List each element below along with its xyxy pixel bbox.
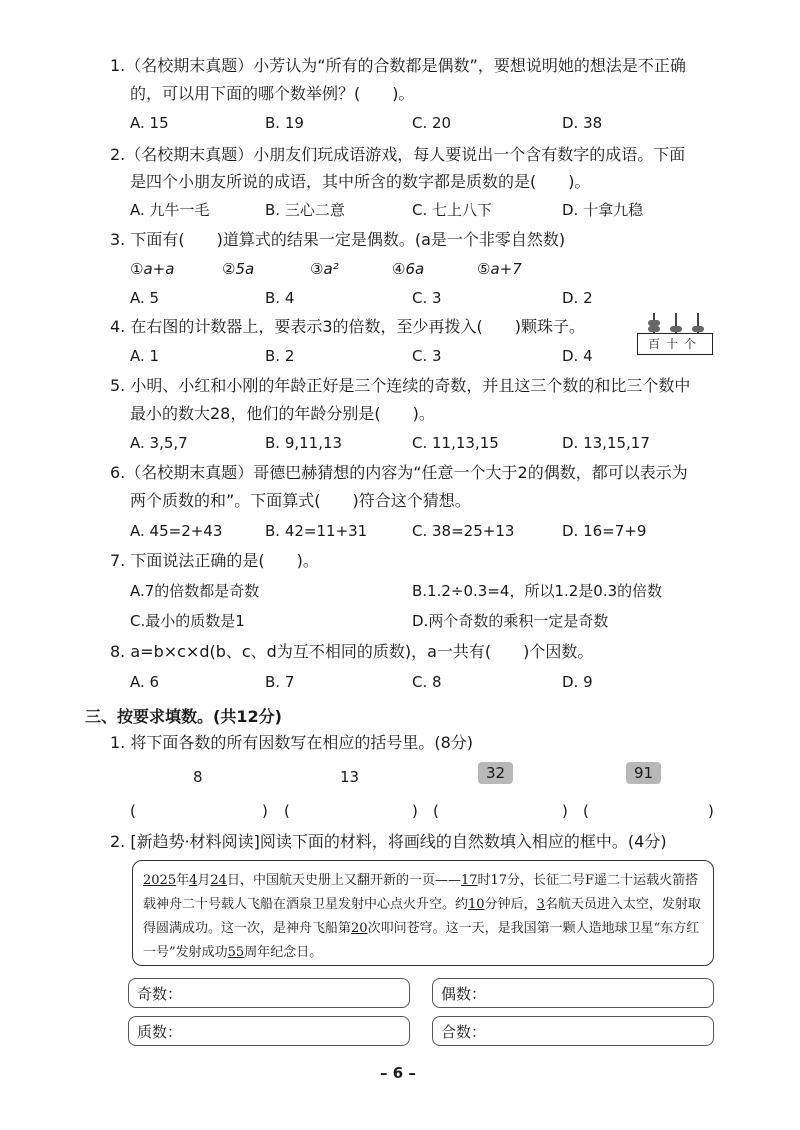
q3-option-c: C. 3 (412, 289, 442, 307)
underlined-number: 24 (210, 873, 227, 888)
q3-line1: 3. 下面有( )道算式的结果一定是偶数。(a是一个非零自然数) (110, 230, 566, 249)
abacus-figure (635, 313, 715, 353)
reading-segment: 日，中国航天史册上又翻开新的一页—— (226, 873, 461, 888)
prime-box[interactable] (128, 1016, 410, 1046)
answer-paren-13-close: ) (412, 802, 418, 820)
underlined-number: 20 (351, 921, 368, 936)
q3-expr-5: ⑤a+7 (477, 260, 522, 278)
q6-line1: 6.（名校期末真题）哥德巴赫猜想的内容为“任意一个大于2的偶数，都可以表示为 (110, 463, 688, 482)
q3-option-a: A. 5 (130, 289, 160, 307)
q3-expr-3: ③a² (310, 260, 339, 278)
q5-option-b: B. 9,11,13 (265, 434, 343, 452)
q4-option-a: A. 1 (130, 347, 160, 365)
q6-option-b: B. 42=11+31 (265, 522, 368, 540)
q8-line1: 8. a=b×c×d(b、c、d为互不相同的质数)，a一共有( )个因数。 (110, 642, 594, 661)
q3-expr-4: ④6a (392, 260, 425, 278)
abacus-label: 百十个 (637, 333, 713, 355)
q1-option-d: D. 38 (562, 114, 603, 132)
answer-paren-91-close: ) (708, 802, 714, 820)
reading-text (143, 869, 703, 965)
q6-option-a: A. 45=2+43 (130, 522, 223, 540)
q7-option-b: B.1.2÷0.3=4，所以1.2是0.3的倍数 (412, 582, 663, 600)
answer-paren-32[interactable]: ( (433, 802, 439, 820)
q2-option-c: C. 七上八下 (412, 201, 493, 219)
q5-option-a: A. 3,5,7 (130, 434, 188, 452)
reading-passage (132, 860, 714, 966)
underlined-number: 2025 (143, 873, 177, 888)
reading-segment: 年 (176, 873, 190, 888)
page-number: – 6 – (380, 1064, 416, 1082)
q3-expr-2: ②5a (222, 260, 255, 278)
answer-paren-13[interactable]: ( (284, 802, 290, 820)
q5-option-c: C. 11,13,15 (412, 434, 499, 452)
q4-option-c: C. 3 (412, 347, 442, 365)
even-box-label: 偶数： (441, 985, 487, 1003)
underlined-number: 4 (189, 873, 198, 888)
reading-segment: 名航天员进入太空，发射取得圆满成功。这一次，是神舟飞船第 (143, 897, 701, 936)
s3-number-8: 8 (193, 768, 203, 786)
reading-segment: 次叩问苍穹。这一天，是我国第一颗人造地球卫星“东方红一号”发射成功 (143, 921, 700, 960)
s3-number-91: 91 (626, 762, 661, 784)
q2-option-a: A. 九牛一毛 (130, 201, 210, 219)
q8-option-d: D. 9 (562, 673, 593, 691)
q3-option-b: B. 4 (265, 289, 295, 307)
q7-line1: 7. 下面说法正确的是( )。 (110, 551, 319, 570)
composite-box-label: 合数： (441, 1023, 487, 1041)
q2-option-d: D. 十拿九稳 (562, 201, 644, 219)
q8-option-a: A. 6 (130, 673, 160, 691)
q2-line1: 2.（名校期末真题）小朋友们玩成语游戏，每人要说出一个含有数字的成语。下面 (110, 145, 686, 164)
q7-option-d: D.两个奇数的乘积一定是奇数 (412, 612, 609, 630)
composite-box[interactable] (432, 1016, 714, 1046)
q1-line1: 1.（名校期末真题）小芳认为“所有的合数都是偶数”，要想说明她的想法是不正确 (110, 56, 686, 75)
reading-segment: 分钟后， (484, 897, 537, 912)
q4-option-d: D. 4 (562, 347, 593, 365)
answer-paren-91[interactable]: ( (583, 802, 589, 820)
reading-segment: 月 (197, 873, 211, 888)
q6-line2: 两个质数的和”。下面算式( )符合这个猜想。 (130, 491, 471, 510)
q6-option-d: D. 16=7+9 (562, 522, 647, 540)
answer-paren-32-close: ) (562, 802, 568, 820)
section-3-title: 三、按要求填数。(共12分) (85, 707, 282, 726)
s3-number-13: 13 (340, 768, 360, 786)
s3-q2-line1: 2. [新趋势·材料阅读]阅读下面的材料，将画线的自然数填入相应的框中。(4分) (110, 832, 667, 851)
q3-expr-1: ①a+a (130, 260, 175, 278)
q8-option-c: C. 8 (412, 673, 442, 691)
odd-box[interactable] (128, 978, 410, 1008)
answer-paren-8-close: ) (262, 802, 268, 820)
prime-box-label: 质数： (137, 1023, 183, 1041)
underlined-number: 55 (227, 945, 245, 960)
q4-line1: 4. 在右图的计数器上，要表示3的倍数，至少再拨入( )颗珠子。 (110, 317, 586, 336)
q7-option-c: C.最小的质数是1 (130, 612, 245, 630)
reading-segment: 周年纪念日。 (244, 945, 323, 960)
underlined-number: 3 (536, 897, 545, 912)
even-box[interactable] (432, 978, 714, 1008)
q5-option-d: D. 13,15,17 (562, 434, 650, 452)
q6-option-c: C. 38=25+13 (412, 522, 515, 540)
q7-option-a: A.7的倍数都是奇数 (130, 582, 260, 600)
q5-line2: 最小的数大28，他们的年龄分别是( )。 (130, 404, 435, 423)
odd-box-label: 奇数： (137, 985, 183, 1003)
q1-option-b: B. 19 (265, 114, 304, 132)
underlined-number: 17 (460, 873, 478, 888)
q1-option-c: C. 20 (412, 114, 452, 132)
q3-option-d: D. 2 (562, 289, 593, 307)
q8-option-b: B. 7 (265, 673, 295, 691)
q1-option-a: A. 15 (130, 114, 169, 132)
q2-option-b: B. 三心二意 (265, 201, 345, 219)
answer-paren-8[interactable]: ( (130, 802, 136, 820)
q5-line1: 5. 小明、小红和小刚的年龄正好是三个连续的奇数，并且这三个数的和比三个数中 (110, 376, 691, 395)
reading-segment: 时17分，长征二号F遥二十运载火箭搭载神舟二十号载人飞船在酒泉卫星发射中心点火升空。约 (143, 873, 699, 912)
underlined-number: 10 (468, 897, 485, 912)
q2-line2: 是四个小朋友所说的成语，其中所含的数字都是质数的是( )。 (130, 172, 591, 191)
s3-q1-line1: 1. 将下面各数的所有因数写在相应的括号里。(8分) (110, 733, 474, 752)
s3-number-32: 32 (478, 762, 513, 784)
q1-line2: 的，可以用下面的哪个数举例？( )。 (130, 84, 415, 103)
q4-option-b: B. 2 (265, 347, 295, 365)
